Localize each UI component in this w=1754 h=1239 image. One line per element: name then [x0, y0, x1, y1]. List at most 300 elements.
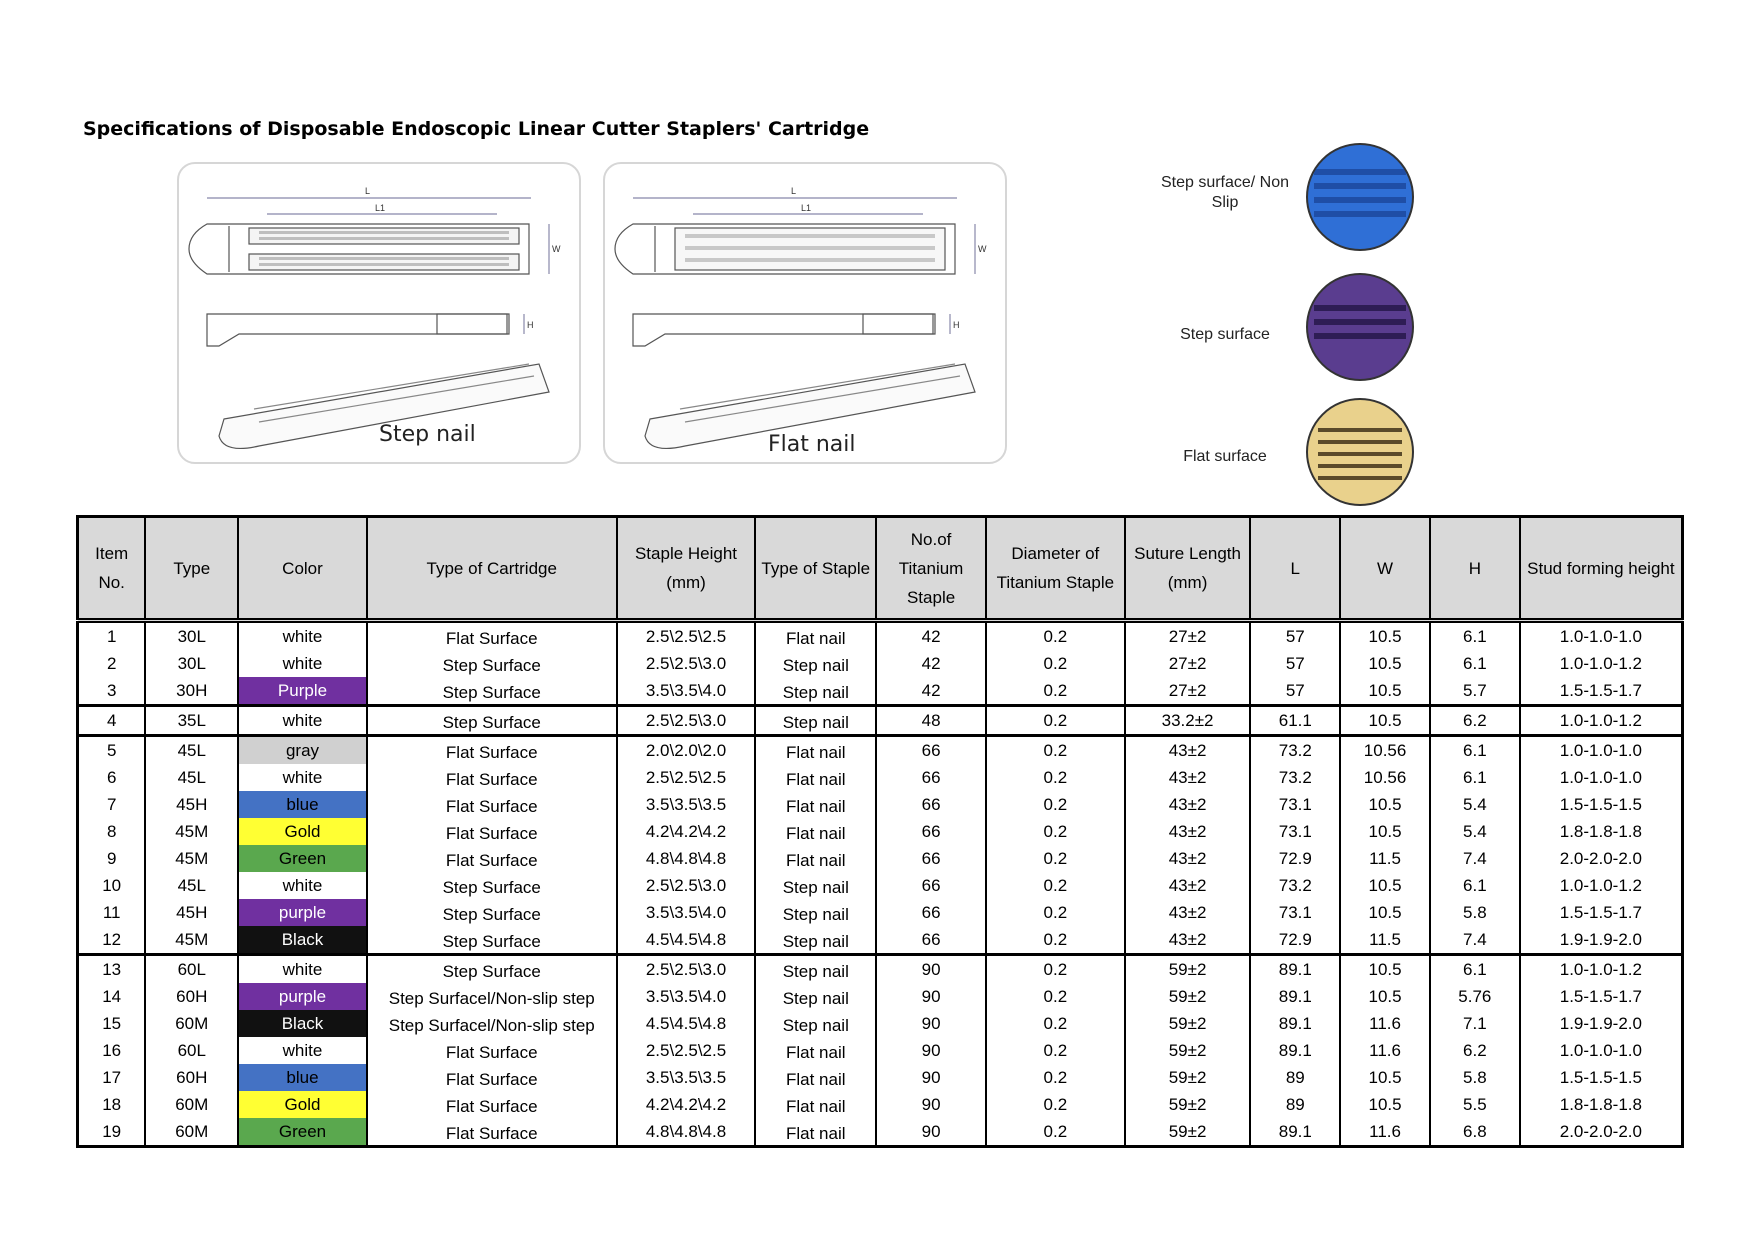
svg-text:L: L: [791, 186, 797, 196]
cell-type-of-staple: Step nail: [755, 872, 876, 899]
cell-W: 10.5: [1340, 1091, 1430, 1118]
cell-type-of-staple: Step nail: [755, 899, 876, 926]
cell-no-of-titanium-staple: 66: [876, 872, 986, 899]
cell-H: 5.8: [1430, 899, 1520, 926]
cell-L: 73.2: [1250, 872, 1340, 899]
header-W: W: [1340, 517, 1430, 621]
cell-stud-forming-height: 1.5-1.5-1.5: [1520, 1064, 1683, 1091]
cell-type-of-cartridge: Flat Surface: [367, 1091, 617, 1118]
cell-stud-forming-height: 1.8-1.8-1.8: [1520, 1091, 1683, 1118]
cell-staple-height: 4.8\4.8\4.8: [617, 845, 756, 872]
cell-item-no: 11: [78, 899, 146, 926]
cell-type-of-cartridge: Step Surfacel/Non-slip step: [367, 1010, 617, 1037]
cell-no-of-titanium-staple: 90: [876, 955, 986, 984]
cell-type-of-cartridge: Step Surface: [367, 955, 617, 984]
cell-W: 10.5: [1340, 955, 1430, 984]
cell-stud-forming-height: 1.5-1.5-1.5: [1520, 791, 1683, 818]
cell-W: 10.5: [1340, 706, 1430, 736]
table-row: [78, 764, 1683, 791]
cell-diameter: 0.2: [986, 955, 1125, 984]
table-row: [78, 1010, 1683, 1037]
cell-item-no: 16: [78, 1037, 146, 1064]
cell-item-no: 9: [78, 845, 146, 872]
cell-color: blue: [238, 1064, 367, 1091]
cell-type-of-cartridge: Flat Surface: [367, 1064, 617, 1091]
cell-staple-height: 3.5\3.5\4.0: [617, 983, 756, 1010]
cell-type-of-staple: Flat nail: [755, 1037, 876, 1064]
cell-stud-forming-height: 1.9-1.9-2.0: [1520, 926, 1683, 955]
cell-type-of-cartridge: Flat Surface: [367, 1118, 617, 1147]
cell-diameter: 0.2: [986, 926, 1125, 955]
cell-type: 30L: [145, 621, 238, 651]
cell-suture-length: 43±2: [1125, 764, 1251, 791]
cell-L: 73.2: [1250, 764, 1340, 791]
cell-staple-height: 2.5\2.5\3.0: [617, 650, 756, 677]
table-row: [78, 706, 1683, 736]
cell-no-of-titanium-staple: 66: [876, 764, 986, 791]
cell-suture-length: 59±2: [1125, 1091, 1251, 1118]
cell-W: 10.5: [1340, 899, 1430, 926]
cell-L: 57: [1250, 621, 1340, 651]
cell-H: 6.1: [1430, 872, 1520, 899]
cell-no-of-titanium-staple: 42: [876, 677, 986, 706]
table-row: [78, 621, 1683, 651]
cell-type: 30L: [145, 650, 238, 677]
cell-W: 11.6: [1340, 1010, 1430, 1037]
cell-no-of-titanium-staple: 48: [876, 706, 986, 736]
cell-L: 89: [1250, 1064, 1340, 1091]
cell-color: white: [238, 706, 367, 736]
cell-type-of-staple: Step nail: [755, 955, 876, 984]
cell-diameter: 0.2: [986, 736, 1125, 765]
cell-diameter: 0.2: [986, 1064, 1125, 1091]
cell-stud-forming-height: 1.0-1.0-1.0: [1520, 736, 1683, 765]
cell-L: 89.1: [1250, 1010, 1340, 1037]
cell-color: purple: [238, 983, 367, 1010]
cell-W: 11.5: [1340, 926, 1430, 955]
document-title: Specifications of Disposable Endoscopic Linear Cutter Staplers' Cartridge: [83, 118, 870, 140]
cell-no-of-titanium-staple: 66: [876, 845, 986, 872]
cell-staple-height: 4.5\4.5\4.8: [617, 1010, 756, 1037]
cell-type-of-staple: Flat nail: [755, 845, 876, 872]
cell-color: white: [238, 955, 367, 984]
cell-type-of-cartridge: Flat Surface: [367, 764, 617, 791]
header-suture-length: Suture Length (mm): [1125, 517, 1251, 621]
svg-text:W: W: [552, 244, 561, 254]
cell-type: 60H: [145, 983, 238, 1010]
cell-color: white: [238, 650, 367, 677]
cell-W: 10.5: [1340, 791, 1430, 818]
cell-staple-height: 2.5\2.5\3.0: [617, 955, 756, 984]
cell-suture-length: 43±2: [1125, 926, 1251, 955]
svg-text:W: W: [978, 244, 987, 254]
cell-H: 7.1: [1430, 1010, 1520, 1037]
table-body: [78, 621, 1683, 1147]
cell-type-of-cartridge: Flat Surface: [367, 1037, 617, 1064]
cell-type: 45L: [145, 872, 238, 899]
cell-type-of-staple: Flat nail: [755, 621, 876, 651]
cell-H: 5.76: [1430, 983, 1520, 1010]
cell-diameter: 0.2: [986, 1037, 1125, 1064]
cell-staple-height: 3.5\3.5\3.5: [617, 791, 756, 818]
cell-type-of-staple: Flat nail: [755, 1064, 876, 1091]
cell-item-no: 10: [78, 872, 146, 899]
cell-no-of-titanium-staple: 66: [876, 899, 986, 926]
cell-diameter: 0.2: [986, 1118, 1125, 1147]
cell-no-of-titanium-staple: 90: [876, 1118, 986, 1147]
cell-W: 10.5: [1340, 621, 1430, 651]
cell-color: Green: [238, 1118, 367, 1147]
header-type: Type: [145, 517, 238, 621]
table-row: [78, 818, 1683, 845]
cell-W: 10.56: [1340, 764, 1430, 791]
cell-suture-length: 33.2±2: [1125, 706, 1251, 736]
cell-H: 6.1: [1430, 621, 1520, 651]
cell-no-of-titanium-staple: 90: [876, 983, 986, 1010]
cell-diameter: 0.2: [986, 621, 1125, 651]
cell-item-no: 1: [78, 621, 146, 651]
cell-diameter: 0.2: [986, 818, 1125, 845]
header-staple-height: Staple Height (mm): [617, 517, 756, 621]
cell-L: 73.2: [1250, 736, 1340, 765]
cell-color: gray: [238, 736, 367, 765]
cell-H: 5.4: [1430, 791, 1520, 818]
cell-type-of-staple: Step nail: [755, 677, 876, 706]
cell-suture-length: 43±2: [1125, 899, 1251, 926]
flat-nail-drawing: [605, 164, 1005, 462]
cell-diameter: 0.2: [986, 1010, 1125, 1037]
cell-type-of-staple: Flat nail: [755, 818, 876, 845]
surface-swatch-step: [1306, 273, 1414, 381]
cell-type-of-staple: Step nail: [755, 1010, 876, 1037]
cell-type: 60M: [145, 1118, 238, 1147]
header-type-of-staple: Type of Staple: [755, 517, 876, 621]
cell-staple-height: 4.2\4.2\4.2: [617, 1091, 756, 1118]
cell-stud-forming-height: 1.0-1.0-1.0: [1520, 1037, 1683, 1064]
cell-type-of-staple: Flat nail: [755, 791, 876, 818]
cell-staple-height: 2.0\2.0\2.0: [617, 736, 756, 765]
cell-type: 45M: [145, 845, 238, 872]
cell-stud-forming-height: 1.5-1.5-1.7: [1520, 677, 1683, 706]
cell-type-of-staple: Flat nail: [755, 1118, 876, 1147]
cell-H: 6.1: [1430, 955, 1520, 984]
cell-H: 5.8: [1430, 1064, 1520, 1091]
cell-H: 6.8: [1430, 1118, 1520, 1147]
cell-stud-forming-height: 1.0-1.0-1.2: [1520, 872, 1683, 899]
header-H: H: [1430, 517, 1520, 621]
cell-L: 73.1: [1250, 791, 1340, 818]
cell-suture-length: 59±2: [1125, 1064, 1251, 1091]
table-row: [78, 1064, 1683, 1091]
cell-diameter: 0.2: [986, 845, 1125, 872]
cell-item-no: 13: [78, 955, 146, 984]
header-no-of-titanium-staple: No.of Titanium Staple: [876, 517, 986, 621]
cell-suture-length: 59±2: [1125, 955, 1251, 984]
cell-W: 11.6: [1340, 1118, 1430, 1147]
cell-L: 57: [1250, 677, 1340, 706]
cell-no-of-titanium-staple: 66: [876, 818, 986, 845]
surface-swatch-flat: [1306, 398, 1414, 506]
cell-L: 89.1: [1250, 983, 1340, 1010]
cell-color: Gold: [238, 1091, 367, 1118]
cell-color: white: [238, 621, 367, 651]
cell-staple-height: 3.5\3.5\3.5: [617, 1064, 756, 1091]
cell-color: blue: [238, 791, 367, 818]
cell-W: 10.5: [1340, 818, 1430, 845]
cell-type: 35L: [145, 706, 238, 736]
svg-text:L1: L1: [375, 203, 386, 213]
cell-W: 10.5: [1340, 677, 1430, 706]
cell-type-of-staple: Flat nail: [755, 764, 876, 791]
cell-suture-length: 43±2: [1125, 872, 1251, 899]
cell-item-no: 18: [78, 1091, 146, 1118]
cell-W: 10.56: [1340, 736, 1430, 765]
cell-type: 60L: [145, 955, 238, 984]
table-row: [78, 677, 1683, 706]
cell-L: 89.1: [1250, 1118, 1340, 1147]
cell-diameter: 0.2: [986, 677, 1125, 706]
cell-W: 10.5: [1340, 650, 1430, 677]
cell-type-of-cartridge: Flat Surface: [367, 845, 617, 872]
cell-no-of-titanium-staple: 42: [876, 650, 986, 677]
table-row: [78, 872, 1683, 899]
cell-color: Black: [238, 926, 367, 955]
cell-L: 89.1: [1250, 1037, 1340, 1064]
cell-stud-forming-height: 1.0-1.0-1.0: [1520, 764, 1683, 791]
cell-H: 6.1: [1430, 764, 1520, 791]
cell-suture-length: 43±2: [1125, 791, 1251, 818]
svg-text:H: H: [527, 320, 534, 330]
cell-no-of-titanium-staple: 90: [876, 1091, 986, 1118]
cell-color: Black: [238, 1010, 367, 1037]
cell-H: 5.5: [1430, 1091, 1520, 1118]
header-L: L: [1250, 517, 1340, 621]
cell-no-of-titanium-staple: 90: [876, 1064, 986, 1091]
cell-stud-forming-height: 2.0-2.0-2.0: [1520, 1118, 1683, 1147]
cell-color: purple: [238, 899, 367, 926]
flat-nail-caption: Flat nail: [768, 432, 856, 457]
cell-item-no: 14: [78, 983, 146, 1010]
cell-stud-forming-height: 1.8-1.8-1.8: [1520, 818, 1683, 845]
header-color: Color: [238, 517, 367, 621]
step-nail-drawing: [179, 164, 579, 462]
cell-type: 60H: [145, 1064, 238, 1091]
cell-type-of-cartridge: Step Surface: [367, 706, 617, 736]
cell-type-of-cartridge: Step Surfacel/Non-slip step: [367, 983, 617, 1010]
header-stud-forming-height: Stud forming height: [1520, 517, 1683, 621]
cell-stud-forming-height: 1.0-1.0-1.0: [1520, 621, 1683, 651]
cell-type-of-cartridge: Step Surface: [367, 872, 617, 899]
cell-L: 89: [1250, 1091, 1340, 1118]
cell-type-of-staple: Step nail: [755, 983, 876, 1010]
cell-diameter: 0.2: [986, 764, 1125, 791]
cell-suture-length: 27±2: [1125, 677, 1251, 706]
cell-L: 89.1: [1250, 955, 1340, 984]
cell-L: 72.9: [1250, 926, 1340, 955]
cell-type-of-cartridge: Flat Surface: [367, 736, 617, 765]
cell-type-of-staple: Flat nail: [755, 736, 876, 765]
cell-diameter: 0.2: [986, 650, 1125, 677]
cell-H: 5.7: [1430, 677, 1520, 706]
cell-type: 60L: [145, 1037, 238, 1064]
surface-label-step: Step surface: [1180, 326, 1270, 343]
cell-type: 45L: [145, 764, 238, 791]
cell-type: 45H: [145, 899, 238, 926]
cell-item-no: 2: [78, 650, 146, 677]
table-row: [78, 845, 1683, 872]
cell-suture-length: 43±2: [1125, 736, 1251, 765]
cell-stud-forming-height: 1.5-1.5-1.7: [1520, 899, 1683, 926]
cell-staple-height: 2.5\2.5\2.5: [617, 621, 756, 651]
cell-W: 11.6: [1340, 1037, 1430, 1064]
cell-item-no: 12: [78, 926, 146, 955]
surface-label-flat: Flat surface: [1183, 448, 1267, 465]
cell-H: 7.4: [1430, 845, 1520, 872]
flat-nail-diagram: [603, 162, 1007, 464]
cell-diameter: 0.2: [986, 1091, 1125, 1118]
table-row: [78, 650, 1683, 677]
table-row: [78, 983, 1683, 1010]
cell-suture-length: 43±2: [1125, 818, 1251, 845]
step-nail-caption: Step nail: [379, 422, 476, 447]
cell-type: 45H: [145, 791, 238, 818]
cell-stud-forming-height: 1.0-1.0-1.2: [1520, 706, 1683, 736]
cell-staple-height: 3.5\3.5\4.0: [617, 677, 756, 706]
cell-no-of-titanium-staple: 66: [876, 736, 986, 765]
cell-L: 61.1: [1250, 706, 1340, 736]
table-row: [78, 1118, 1683, 1147]
cell-item-no: 19: [78, 1118, 146, 1147]
cell-L: 73.1: [1250, 818, 1340, 845]
cell-suture-length: 43±2: [1125, 845, 1251, 872]
cell-type: 45M: [145, 926, 238, 955]
cell-staple-height: 2.5\2.5\2.5: [617, 1037, 756, 1064]
cell-color: Gold: [238, 818, 367, 845]
cell-type: 60M: [145, 1091, 238, 1118]
cell-item-no: 15: [78, 1010, 146, 1037]
cell-suture-length: 59±2: [1125, 1118, 1251, 1147]
cell-item-no: 7: [78, 791, 146, 818]
cell-type-of-staple: Flat nail: [755, 1091, 876, 1118]
cell-type: 45M: [145, 818, 238, 845]
cell-type-of-cartridge: Flat Surface: [367, 621, 617, 651]
svg-text:H: H: [953, 320, 960, 330]
surface-label-step-nonslip: Step surface/ Non Slip: [1160, 174, 1290, 211]
table-header-row: [78, 517, 1683, 621]
table-row: [78, 1091, 1683, 1118]
cell-diameter: 0.2: [986, 872, 1125, 899]
cell-diameter: 0.2: [986, 791, 1125, 818]
table-row: [78, 899, 1683, 926]
cell-suture-length: 59±2: [1125, 1010, 1251, 1037]
cell-item-no: 5: [78, 736, 146, 765]
cell-H: 6.1: [1430, 736, 1520, 765]
cell-H: 5.4: [1430, 818, 1520, 845]
cell-type-of-cartridge: Step Surface: [367, 899, 617, 926]
cell-suture-length: 27±2: [1125, 621, 1251, 651]
cell-suture-length: 27±2: [1125, 650, 1251, 677]
cell-stud-forming-height: 1.9-1.9-2.0: [1520, 1010, 1683, 1037]
cell-stud-forming-height: 1.0-1.0-1.2: [1520, 650, 1683, 677]
cell-H: 6.2: [1430, 1037, 1520, 1064]
cell-item-no: 4: [78, 706, 146, 736]
table-row: [78, 1037, 1683, 1064]
cell-staple-height: 4.5\4.5\4.8: [617, 926, 756, 955]
step-nail-diagram: [177, 162, 581, 464]
header-item-no: Item No.: [78, 517, 146, 621]
cell-color: white: [238, 872, 367, 899]
table-row: [78, 955, 1683, 984]
cell-L: 73.1: [1250, 899, 1340, 926]
cell-type-of-cartridge: Flat Surface: [367, 818, 617, 845]
cell-staple-height: 2.5\2.5\3.0: [617, 872, 756, 899]
cell-type-of-cartridge: Flat Surface: [367, 791, 617, 818]
table-row: [78, 926, 1683, 955]
cell-suture-length: 59±2: [1125, 983, 1251, 1010]
cell-type-of-cartridge: Step Surface: [367, 926, 617, 955]
svg-text:L1: L1: [801, 203, 812, 213]
cell-H: 6.2: [1430, 706, 1520, 736]
cell-no-of-titanium-staple: 42: [876, 621, 986, 651]
cell-color: white: [238, 764, 367, 791]
cell-no-of-titanium-staple: 90: [876, 1037, 986, 1064]
cell-type-of-staple: Step nail: [755, 926, 876, 955]
cell-W: 10.5: [1340, 1064, 1430, 1091]
cell-L: 57: [1250, 650, 1340, 677]
cell-W: 10.5: [1340, 872, 1430, 899]
cell-L: 72.9: [1250, 845, 1340, 872]
cell-type: 30H: [145, 677, 238, 706]
table-row: [78, 736, 1683, 765]
cell-H: 7.4: [1430, 926, 1520, 955]
cell-stud-forming-height: 2.0-2.0-2.0: [1520, 845, 1683, 872]
cell-color: Green: [238, 845, 367, 872]
cell-stud-forming-height: 1.5-1.5-1.7: [1520, 983, 1683, 1010]
header-diameter: Diameter of Titanium Staple: [986, 517, 1125, 621]
cell-staple-height: 2.5\2.5\2.5: [617, 764, 756, 791]
cell-item-no: 8: [78, 818, 146, 845]
cell-no-of-titanium-staple: 66: [876, 791, 986, 818]
cell-no-of-titanium-staple: 66: [876, 926, 986, 955]
cell-type-of-staple: Step nail: [755, 650, 876, 677]
cell-no-of-titanium-staple: 90: [876, 1010, 986, 1037]
cell-type-of-staple: Step nail: [755, 706, 876, 736]
cell-staple-height: 4.8\4.8\4.8: [617, 1118, 756, 1147]
cell-H: 6.1: [1430, 650, 1520, 677]
svg-text:L: L: [365, 186, 371, 196]
table-row: [78, 791, 1683, 818]
specifications-table: [76, 515, 1684, 1148]
cell-type-of-cartridge: Step Surface: [367, 677, 617, 706]
cell-staple-height: 2.5\2.5\3.0: [617, 706, 756, 736]
cell-W: 10.5: [1340, 983, 1430, 1010]
cell-item-no: 17: [78, 1064, 146, 1091]
cell-stud-forming-height: 1.0-1.0-1.2: [1520, 955, 1683, 984]
cell-staple-height: 4.2\4.2\4.2: [617, 818, 756, 845]
cell-item-no: 3: [78, 677, 146, 706]
cell-W: 11.5: [1340, 845, 1430, 872]
cell-item-no: 6: [78, 764, 146, 791]
header-type-of-cartridge: Type of Cartridge: [367, 517, 617, 621]
cell-diameter: 0.2: [986, 706, 1125, 736]
cell-type: 60M: [145, 1010, 238, 1037]
cell-staple-height: 3.5\3.5\4.0: [617, 899, 756, 926]
surface-swatch-step-nonslip: [1306, 143, 1414, 251]
cell-type-of-cartridge: Step Surface: [367, 650, 617, 677]
cell-diameter: 0.2: [986, 899, 1125, 926]
cell-suture-length: 59±2: [1125, 1037, 1251, 1064]
cell-color: white: [238, 1037, 367, 1064]
